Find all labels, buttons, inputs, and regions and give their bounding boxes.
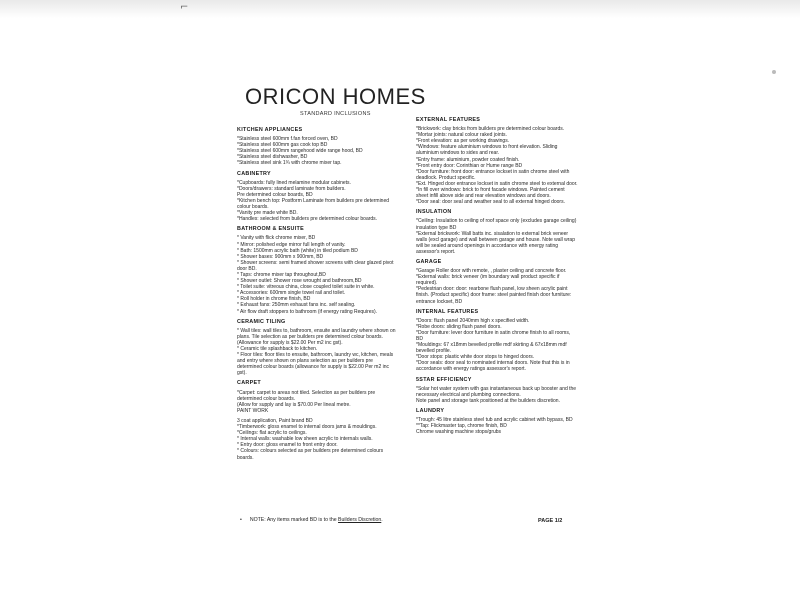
inclusion-item: Pre determined colour boards, BD (237, 191, 313, 198)
note-text: NOTE: Any items marked BD is to the (249, 517, 339, 523)
inclusion-item: (Allow for supply and lay is $70.00 Per lineal metre. (237, 401, 351, 408)
inclusion-section (237, 226, 397, 314)
inclusion-item: *Stainless steel sink 1¾ with chrome mixer tap. (237, 160, 342, 167)
inclusion-item: * Wall tiles: wall tiles to, bathroom, ensuite and laundry where shown on plans. Tile selection as per builders pre determined colour boards. (237, 327, 396, 340)
inclusion-item: (Allowance for supply is $22.00 Per m2 inc gst). (237, 339, 343, 346)
section-heading: BATHROOM & ENSUITE (237, 226, 304, 233)
note-suffix: . (381, 517, 383, 523)
inclusion-item: **Tap: Flickmaster tap, chrome finish, BD (416, 423, 507, 430)
section-heading: GARAGE (416, 258, 442, 265)
document-title: ORICON HOMES (245, 84, 426, 109)
inclusion-item: *Door furniture: lever door furniture in satin chrome finish to all rooms, BD (416, 329, 571, 342)
scan-dot (772, 70, 776, 74)
inclusion-item: *Ceiling: Insulation to ceiling of roof space only (excludes garage ceiling) insulation type BD (416, 218, 577, 231)
section-heading: CABINETRY (237, 170, 271, 177)
scan-shadow (0, 0, 800, 18)
inclusion-section (237, 127, 397, 167)
inclusion-item: *Handles: selected from builders pre determined colour boards. (237, 216, 378, 223)
section-heading: INTERNAL FEATURES (416, 308, 479, 315)
left-column (237, 126, 397, 465)
inclusion-item: *Brickwork: clay bricks from builders pre determined colour boards. (416, 126, 565, 133)
inclusion-item: *Timberwork: gloss enamel to internal doors jams & mouldings. (237, 424, 377, 431)
inclusion-item: * Exhaust fans: 250mm exhaust fans inc. self sealing. (237, 302, 356, 309)
bullet-icon: • (240, 517, 242, 523)
section-heading: LAUNDRY (416, 407, 445, 414)
inclusion-item: * Air flow draft stoppers to bathroom (if energy rating Requires). (237, 308, 378, 315)
footer-note (240, 517, 383, 523)
inclusion-item: *Stainless steel 600mm rangehood wide range hood, BD (237, 148, 363, 155)
inclusion-item: *Robe doors: sliding flush panel doors. (416, 323, 502, 330)
inclusion-item: * Bath: 1500mm acrylic bath (white) in tiled podium BD (237, 247, 358, 254)
inclusion-item: *Cupboards: fully lined melamine modular cabinets. (237, 179, 351, 186)
inclusion-item: *External walls: brick veneer (im boundary wall product specific if required). (416, 274, 560, 287)
inclusion-item: * Toilet suite: vitreous china, close coupled toilet suite in white. (237, 284, 375, 291)
inclusion-item: * Entry door: gloss enamel to front entry door. (237, 442, 338, 449)
inclusion-item: *Entry frame: aluminium, powder coated finish. (416, 156, 520, 163)
inclusion-item: * Internal walls: washable low sheen acrylic to internals walls. (237, 436, 373, 443)
inclusion-item: *Vanity pre made white BD. (237, 210, 298, 217)
section-heading: CERAMIC TILING (237, 318, 286, 325)
section-heading: 5STAR EFFICIENCY (416, 376, 472, 383)
inclusion-item: * Accessories: 600mm single towel rail and toilet. (237, 290, 346, 297)
inclusion-item: *Windows: feature aluminium windows to front elevation. Sliding aluminium windows to sides and rear. (416, 144, 558, 157)
inclusion-item: *Stainless steel dishwasher, BD (237, 154, 308, 161)
inclusion-section (237, 319, 397, 377)
inclusion-item: * Shower outlet: Shower rose wrought and bathroom,BD (237, 278, 362, 285)
inclusion-item: *Doors: flush panel 2040mm high x specified width. (416, 317, 530, 324)
inclusion-item: * Mirror: polished edge mirror full length of vanity. (237, 241, 346, 248)
inclusion-item: *Solar hot water system with gas instantaneous back up booster and the necessary electrical and plumbing connections. (416, 385, 577, 398)
inclusion-item: * Floor tiles: floor tiles to ensuite, bathroom, laundry wc, kitchen, meals and entry where shown on plans selection as per builders pre determined colour boards (allowance for supply is $22.00 Per m2 inc gst). (237, 352, 394, 377)
section-heading: KITCHEN APPLIANCES (237, 127, 303, 133)
inclusion-section (237, 380, 397, 413)
inclusion-item: *Ceilings: flat acrylic to ceilings. (237, 430, 307, 437)
inclusion-item: *Front entry door: Corinthian or Hume range BD (416, 162, 523, 169)
inclusion-section (416, 117, 578, 205)
builders-discretion-link: Builders Discretion (338, 517, 382, 523)
inclusion-item: *Door stops: plastic white door stops to hinged doors. (416, 354, 535, 361)
right-column (416, 116, 578, 439)
section-heading: CARPET (237, 380, 261, 387)
inclusion-item: *Garage Roller door with remote, , plaster ceiling and concrete floor. (416, 268, 567, 275)
inclusion-item: *Ext. Hinged door entrance lockset in satin chrome steel to external door. (416, 180, 578, 187)
inclusion-item: *Mortar joints: natural colour raked joints. (416, 132, 507, 139)
inclusion-section (416, 408, 578, 435)
inclusion-item: 3 coat application, Paint brand BD (237, 417, 313, 424)
inclusion-item: *Door furniture: front door: entrance lockset in satin chrome steel with deadlock. Product specific. (416, 168, 570, 181)
inclusion-item: Chrome washing machine stops/grubs (416, 429, 502, 436)
inclusion-section (237, 171, 397, 223)
scan-corner-mark: ⌐ (180, 2, 189, 13)
page-number: PAGE 1/2 (538, 518, 563, 524)
inclusion-item: * Roll holder in chrome finish, BD (237, 296, 311, 303)
inclusion-item: * Taps: chrome mixer tap throughout,BD (237, 271, 326, 278)
inclusion-item: *In fill over windows: brick to front facade windows. Painted cement sheet infill above side and rear elevation windows and doors. (416, 187, 565, 200)
inclusion-item: *Stainless steel 600mm f.fan forced oven, BD (237, 136, 338, 143)
inclusion-section (416, 209, 578, 255)
inclusion-item: *Pedestrian door: door: rearbone flush panel, low sheen acrylic paint finish. (Product specific) door frame: steel painted finish door furniture: entrance lockset, BD (416, 286, 572, 305)
inclusion-item: * Ceramic tile splashback to kitchen. (237, 346, 318, 352)
document-subtitle: STANDARD INCLUSIONS (300, 111, 371, 117)
inclusion-item: *Doors/drawers: standard laminate from builders. (237, 185, 346, 192)
inclusion-section (237, 418, 397, 461)
inclusion-section (416, 377, 578, 404)
inclusion-section (416, 309, 578, 373)
inclusion-item: *Door seal: door seal and weather seal to all external hinged doors. (416, 199, 565, 206)
section-heading: INSULATION (416, 209, 452, 216)
inclusion-item: *Door seals: door seal to nominated internal doors. Note that this is in accordance with energy ratings assessor's report. (416, 360, 570, 373)
inclusion-item: *Mouldings: 67 x18mm bevelled profile mdf skirting & 67x18mm mdf bevelled profile. (416, 342, 567, 355)
section-heading: EXTERNAL FEATURES (416, 117, 481, 123)
inclusion-item: *Stainless steel 600mm gas cook top BD (237, 142, 328, 149)
inclusion-item: * Shower screens: semi framed shower screens with clear glazed pivot door BD. (237, 259, 394, 272)
inclusion-item: * Colours: colours selected as per builders pre determined colours boards. (237, 448, 384, 461)
inclusion-item: Note panel and storage tank positioned at the builders discretion. (416, 397, 560, 404)
inclusion-item: *External brickwork: Wall batts inc. sisalation to external brick veneer walls (excl garage) and wall between garage and house. Note wall wrap will be sealed around openings in accordance with energy rating assessor's report. (416, 230, 575, 255)
inclusion-item: *Kitchen bench top: Postform Laminate from builders pre determined colour boards. (237, 197, 390, 211)
inclusion-item: * Vanity with flick chrome mixer, BD (237, 235, 316, 242)
inclusion-section (416, 259, 578, 305)
inclusion-item: * Shower bases: 900mm x 900mm, BD (237, 253, 324, 260)
inclusion-item: *Front elevation: as per working drawings. (416, 138, 510, 145)
inclusion-item: PAINT WORK (237, 407, 269, 414)
inclusion-item: *Trough: 45 litre stainless steel tub and acrylic cabinet with bypass, BD (416, 417, 573, 424)
inclusion-item: *Carpet: carpet to areas not tiled. Selection as per builders pre determined colour boards. (237, 389, 376, 402)
